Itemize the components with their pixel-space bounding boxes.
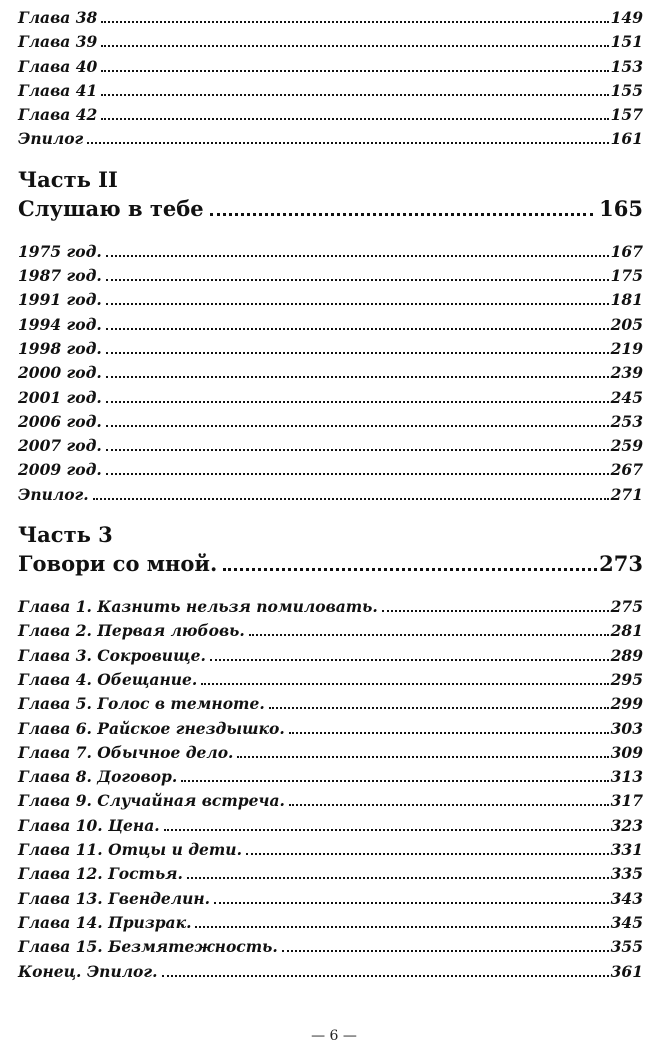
toc-entry-page: 303	[610, 718, 643, 738]
toc-entry	[18, 337, 643, 361]
toc-entry-title: Глава 8. Договор.	[18, 767, 178, 787]
dot-leader	[181, 780, 608, 782]
toc-entry-page: 149	[610, 8, 643, 27]
part2-title: Слушаю в тебе	[18, 195, 204, 221]
toc-entry	[18, 30, 643, 54]
part2-label: Часть II	[18, 166, 118, 192]
toc-entry-title: 2001 год.	[18, 387, 102, 407]
table-of-contents	[18, 6, 643, 984]
toc-entry-title: Глава 11. Отцы и дети.	[18, 840, 242, 860]
dot-leader	[201, 683, 608, 685]
toc-entry-title: Глава 15. Безмятежность.	[18, 937, 278, 957]
dot-leader	[106, 473, 609, 475]
toc-entry	[18, 6, 643, 30]
toc-entry	[18, 668, 643, 692]
toc-entry-title: 2009 год.	[18, 460, 102, 480]
toc-entry-title: Глава 2. Первая любовь.	[18, 621, 245, 641]
toc-entry-page: 253	[610, 411, 643, 431]
toc-entry	[18, 79, 643, 103]
dot-leader	[106, 328, 609, 330]
toc-entry-page: 259	[610, 436, 643, 456]
toc-entry-title: 2000 год.	[18, 363, 102, 383]
toc-entry-title: Глава 6. Райское гнездышко.	[18, 718, 285, 738]
toc-entry-page: 151	[610, 32, 643, 52]
toc-entry-title: Эпилог.	[18, 484, 89, 504]
toc-entry-title: Глава 3. Сокровище.	[18, 645, 206, 665]
toc-entry-page: 267	[610, 460, 643, 480]
dot-leader	[195, 926, 608, 928]
toc-entry-page: 157	[610, 105, 643, 125]
toc-entry	[18, 960, 643, 984]
toc-entry	[18, 741, 643, 765]
toc-entry	[18, 887, 643, 911]
toc-entry-page: 295	[610, 669, 643, 689]
part2-heading	[18, 194, 643, 224]
toc-entry-title: Глава 1. Казнить нельзя помиловать.	[18, 597, 378, 617]
toc-entry-title: Глава 12. Гостья.	[18, 864, 183, 884]
dot-leader	[210, 659, 609, 661]
toc-entry-page: 271	[610, 484, 643, 504]
toc-entry	[18, 692, 643, 716]
dot-leader	[101, 94, 608, 96]
part1-tail-list	[18, 6, 643, 152]
toc-entry-page: 309	[610, 742, 643, 762]
dot-leader	[106, 449, 609, 451]
toc-entry-page: 155	[610, 80, 643, 100]
toc-entry-page: 345	[610, 912, 643, 932]
toc-entry-title: Глава 10. Цена.	[18, 815, 160, 835]
dot-leader	[246, 853, 609, 855]
toc-entry	[18, 434, 643, 458]
toc-entry-page: 181	[610, 290, 643, 310]
toc-entry-title: Глава 13. Гвенделин.	[18, 888, 211, 908]
dot-leader	[289, 804, 609, 806]
toc-entry-title: Глава 4. Обещание.	[18, 669, 198, 689]
toc-entry-title: 1975 год.	[18, 241, 102, 261]
dot-leader	[282, 950, 609, 952]
dot-leader	[289, 732, 609, 734]
toc-entry-page: 275	[610, 597, 643, 617]
toc-entry-title: Глава 9. Случайная встреча.	[18, 791, 285, 811]
dot-leader	[106, 401, 609, 403]
toc-entry	[18, 814, 643, 838]
toc-entry	[18, 595, 643, 619]
dot-leader	[106, 279, 609, 281]
dot-leader	[106, 352, 609, 354]
toc-entry	[18, 862, 643, 886]
toc-entry-page: 335	[610, 864, 643, 884]
dot-leader	[101, 70, 608, 72]
toc-entry-title: Конец. Эпилог.	[18, 961, 158, 981]
toc-entry-title: 2006 год.	[18, 411, 102, 431]
dot-leader	[382, 610, 609, 612]
toc-entry-page: 175	[610, 266, 643, 286]
part3-heading	[18, 549, 643, 579]
toc-entry-page: 361	[610, 961, 643, 981]
toc-entry	[18, 313, 643, 337]
dot-leader	[101, 118, 608, 120]
part3-title: Говори со мной.	[18, 551, 218, 577]
dot-leader	[101, 45, 608, 47]
dot-leader	[106, 425, 609, 427]
toc-entry-page: 289	[610, 645, 643, 665]
toc-entry	[18, 264, 643, 288]
toc-entry-page: 313	[610, 767, 643, 787]
dot-leader	[214, 902, 609, 904]
dot-leader	[93, 498, 609, 500]
toc-entry-page: 153	[610, 56, 643, 76]
dot-leader	[87, 142, 608, 144]
toc-entry-title: 1987 год.	[18, 266, 102, 286]
dot-leader	[101, 21, 608, 23]
toc-entry	[18, 361, 643, 385]
dot-leader	[237, 756, 608, 758]
toc-entry-page: 299	[610, 694, 643, 714]
part2-page: 165	[599, 195, 643, 221]
toc-entry-title: 1994 год.	[18, 314, 102, 334]
toc-entry-page: 239	[610, 363, 643, 383]
toc-entry	[18, 644, 643, 668]
toc-entry-title: 1991 год.	[18, 290, 102, 310]
dot-leader	[210, 213, 594, 216]
toc-entry-page: 281	[610, 621, 643, 641]
dot-leader	[249, 634, 609, 636]
dot-leader	[106, 376, 609, 378]
toc-entry-page: 167	[610, 241, 643, 261]
toc-entry-title: Глава 5. Голос в темноте.	[18, 694, 265, 714]
toc-entry	[18, 483, 643, 507]
toc-entry	[18, 288, 643, 312]
page-number: — 6 —	[311, 1028, 357, 1044]
part3-entries	[18, 595, 643, 984]
toc-entry-title: Глава 38	[18, 8, 98, 27]
toc-entry	[18, 127, 643, 151]
toc-entry	[18, 103, 643, 127]
toc-entry-page: 219	[610, 338, 643, 358]
toc-entry-page: 343	[610, 888, 643, 908]
toc-entry-title: Глава 40	[18, 56, 98, 76]
dot-leader	[269, 707, 609, 709]
dot-leader	[106, 255, 609, 257]
toc-entry-title: Глава 14. Призрак.	[18, 912, 192, 932]
toc-entry	[18, 789, 643, 813]
toc-entry	[18, 838, 643, 862]
toc-entry-title: 1998 год.	[18, 338, 102, 358]
toc-entry	[18, 717, 643, 741]
part2-entries	[18, 240, 643, 507]
toc-entry-page: 161	[610, 129, 643, 149]
toc-entry-title: 2007 год.	[18, 436, 102, 456]
toc-entry	[18, 911, 643, 935]
toc-entry-title: Глава 39	[18, 32, 98, 52]
dot-leader	[223, 568, 597, 571]
toc-entry-title: Глава 7. Обычное дело.	[18, 742, 234, 762]
toc-entry	[18, 240, 643, 264]
toc-entry-page: 331	[610, 840, 643, 860]
toc-entry	[18, 386, 643, 410]
toc-entry-page: 245	[610, 387, 643, 407]
toc-entry	[18, 55, 643, 79]
toc-entry	[18, 410, 643, 434]
dot-leader	[106, 303, 609, 305]
toc-entry-page: 205	[610, 314, 643, 334]
toc-entry	[18, 458, 643, 482]
toc-entry-title: Глава 42	[18, 105, 98, 125]
toc-entry	[18, 765, 643, 789]
toc-entry-title: Глава 41	[18, 80, 98, 100]
toc-entry	[18, 619, 643, 643]
dot-leader	[162, 975, 609, 977]
dot-leader	[187, 877, 609, 879]
part3-label: Часть 3	[18, 522, 113, 548]
dot-leader	[164, 829, 609, 831]
toc-entry-page: 317	[610, 791, 643, 811]
toc-entry-page: 355	[610, 937, 643, 957]
toc-entry	[18, 935, 643, 959]
part3-page: 273	[599, 551, 643, 577]
toc-entry-page: 323	[610, 815, 643, 835]
toc-entry-title: Эпилог	[18, 129, 84, 149]
